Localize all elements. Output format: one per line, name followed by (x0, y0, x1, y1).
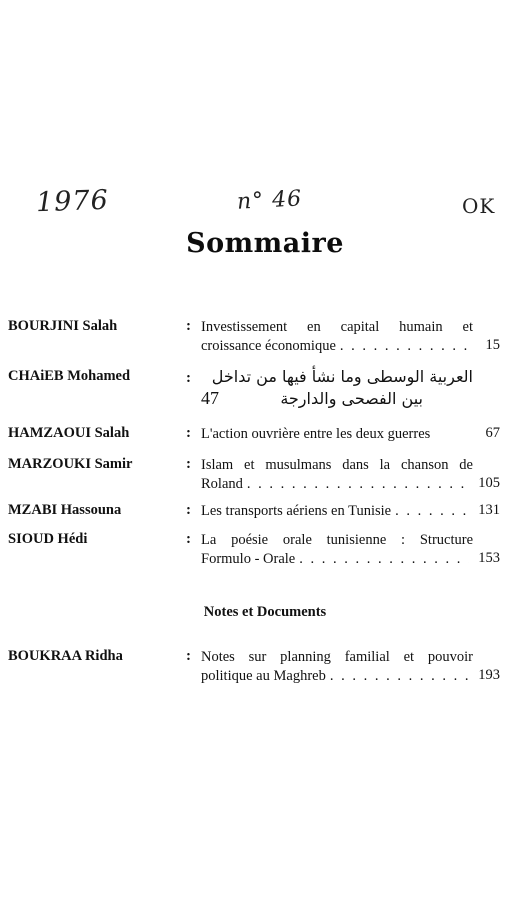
toc-line: politique au Maghreb . . . (201, 667, 473, 686)
toc-line: Notes sur planning familial et pouvoir (201, 649, 473, 665)
toc-colon: : (186, 318, 191, 334)
toc-author: CHAiEB Mohamed (8, 368, 131, 384)
toc-line: Formulo - Orale . . . (201, 550, 473, 569)
toc-page-number: 193 (478, 667, 500, 683)
dot-leader (299, 550, 469, 569)
toc-author: MZABI Hassouna (8, 502, 122, 518)
toc-colon: : (186, 531, 191, 547)
toc-description (201, 502, 473, 521)
toc-line: Roland . . . (201, 475, 473, 494)
toc-page-number: 153 (478, 550, 500, 566)
toc-colon: : (186, 425, 191, 441)
toc-line: بين الفصحى والدارجة (280, 389, 423, 408)
dot-leader (395, 502, 469, 521)
dot-leader (330, 667, 469, 686)
handwritten-year: 1976 (35, 184, 110, 219)
toc-colon: : (186, 648, 191, 664)
toc-author: SIOUD Hédi (8, 531, 88, 547)
section-heading: Notes et Documents (203, 604, 327, 620)
dot-leader (340, 337, 469, 356)
toc-line: Les transports aériens en Tunisie . . . (201, 502, 473, 521)
toc-description (201, 456, 473, 494)
toc-description (201, 318, 473, 356)
toc-page-number: 15 (485, 337, 500, 353)
toc-line: العربية الوسطى وما نشأ فيها من تداخل (211, 367, 473, 386)
handwritten-issue-number: n° 46 (236, 186, 303, 215)
toc-line: croissance économique . . . (201, 337, 473, 356)
toc-colon: : (186, 370, 191, 386)
toc-page-number: 47 (201, 388, 219, 408)
toc-author: MARZOUKI Samir (8, 456, 133, 472)
toc-page-number: 131 (478, 502, 500, 518)
toc-description (201, 648, 473, 686)
handwritten-ok-mark: OK (462, 194, 496, 218)
toc-colon: : (186, 502, 191, 518)
toc-author: HAMZAOUI Salah (8, 425, 130, 441)
toc-author: BOUKRAA Ridha (8, 648, 123, 664)
toc-description (201, 425, 473, 444)
page-title: Sommaire (186, 228, 344, 259)
toc-line: Islam et musulmans dans la chanson de (201, 457, 473, 473)
toc-page-number: 105 (478, 475, 500, 491)
toc-colon: : (186, 456, 191, 472)
toc-description (201, 531, 473, 569)
toc-line: Investissement en capital humain et (201, 319, 473, 335)
dot-leader (247, 475, 469, 494)
toc-line: L'action ouvrière entre les deux guerres (201, 426, 431, 442)
toc-author: BOURJINI Salah (8, 318, 118, 334)
toc-description (201, 366, 473, 410)
toc-line: La poésie orale tunisienne : Structure (201, 532, 473, 548)
toc-page-number: 67 (485, 425, 500, 441)
